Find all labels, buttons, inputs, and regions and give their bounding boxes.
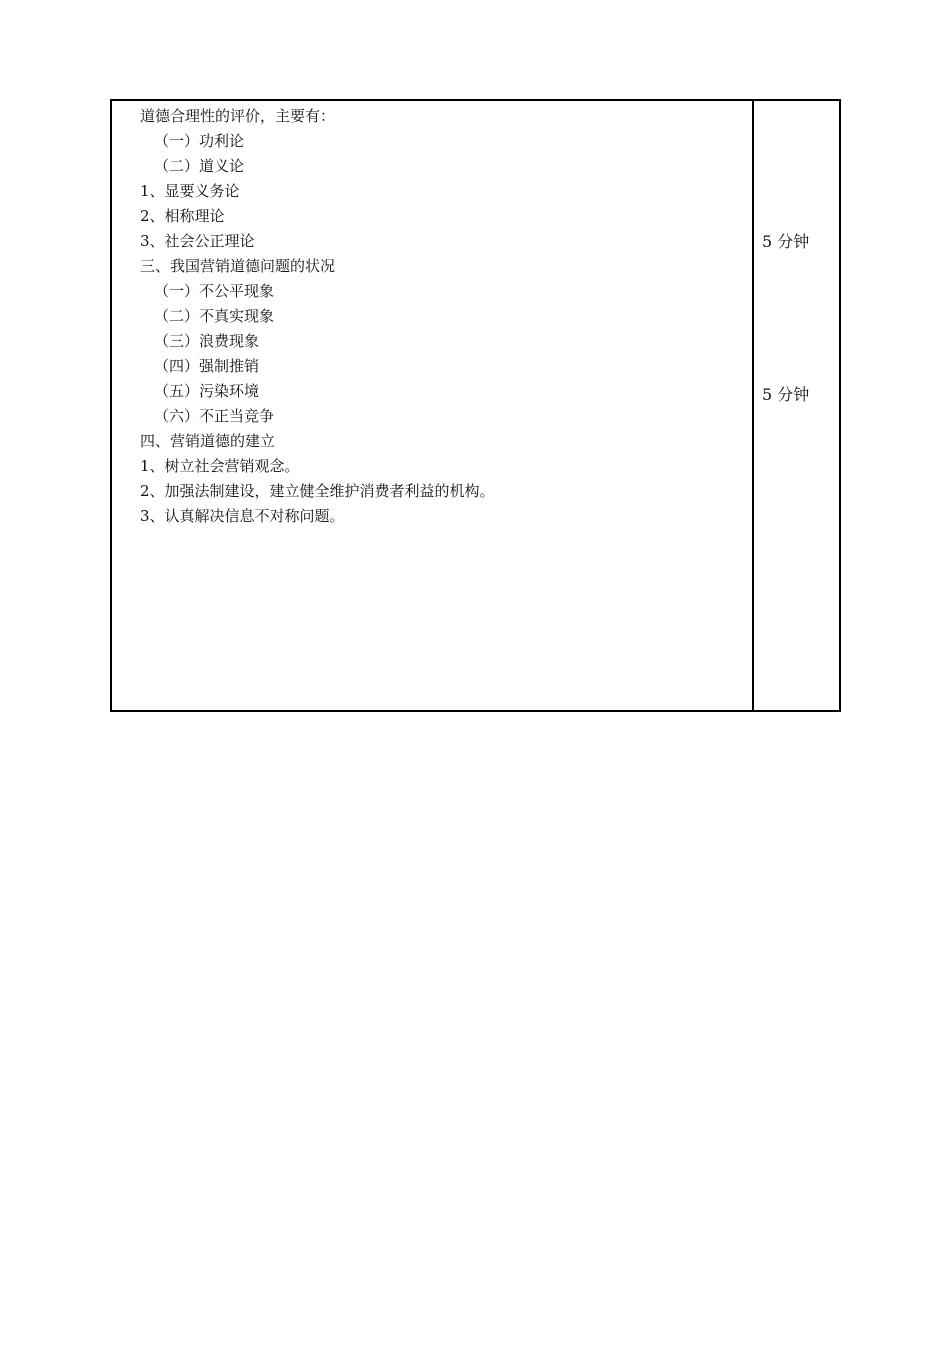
content-line: 3、社会公正理论 (140, 232, 255, 250)
column-divider (752, 101, 754, 710)
lesson-content-cell (140, 104, 740, 529)
content-line: （三）浪费现象 (154, 332, 260, 350)
content-line: （一）不公平现象 (154, 282, 275, 300)
content-line: （二）道义论 (154, 157, 245, 175)
content-line: 2、加强法制建设，建立健全维护消费者利益的机构。 (140, 482, 495, 500)
content-line: 1、显要义务论 (140, 182, 240, 200)
time-allocation: 5 分钟 (762, 232, 810, 251)
content-line: （四）强制推销 (154, 357, 260, 375)
content-line: 三、我国营销道德问题的状况 (140, 257, 336, 275)
content-line: 道德合理性的评价，主要有： (140, 107, 336, 125)
content-line: 四、营销道德的建立 (140, 432, 276, 450)
content-line: 3、认真解决信息不对称问题。 (140, 507, 345, 525)
content-line: 2、相称理论 (140, 207, 225, 225)
content-line: （五）污染环境 (154, 382, 260, 400)
content-line: （一）功利论 (154, 132, 245, 150)
lesson-plan-table (110, 99, 841, 712)
time-allocation: 5 分钟 (762, 385, 810, 404)
content-line: （六）不正当竞争 (154, 407, 275, 425)
content-line: 1、树立社会营销观念。 (140, 457, 300, 475)
content-line: （二）不真实现象 (154, 307, 275, 325)
